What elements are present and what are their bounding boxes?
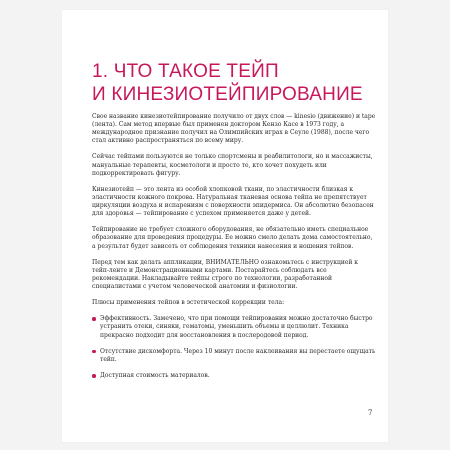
paragraph-benefits-intro: Плюсы применения тейпов в эстетической коррекции тела: (92, 299, 285, 307)
list-item-text: Отсутствие дискомфорта. Через 10 минут после наклеивания вы перестаете ощущать тейп. (100, 347, 376, 363)
list-item-text: Эффективность. Замечено, что при помощи тейпирования можно достаточно быстро устранить отеки, синяки, гематомы, уменьшить объемы и целлюлит. Техника прекрасно подходит для восстановления в послеродовой период. (100, 315, 373, 339)
body-text (92, 113, 376, 388)
bullet-dot-icon (92, 317, 96, 321)
book-page (62, 10, 388, 442)
paragraph-origin: Свое название кинезиотейпирование получило от двух слов — kinesio (движение) и tape (лента). Сам метод впервые был применен доктором Кензо Касе в 1973 году, а международное признание получил на Олимпийских играх в Сеуле (1988), после чего стал активно распространяться по всему миру. (92, 113, 376, 145)
paragraph-users: Сейчас тейпами пользуются не только спортсмены и реабилитологи, но и массажисты, мануальные терапевты, косметологи и просто те, кто хочет похудеть или подкорректировать фигуру. (92, 153, 373, 177)
list-item (92, 372, 376, 380)
chapter-title-line-2: И КИНЕЗИОТЕЙПИРОВАНИЕ (92, 84, 363, 105)
bullet-dot-icon (92, 374, 96, 378)
paragraph-definition: Кинезиотейп — это лента из особой хлопковой ткани, по эластичности близкая к эластичности кожного покрова. Натуральная тканевая основа тейпа не препятствует циркуляции воздуха и испарениям с поверхности эпидермиса. Он абсолютно безопасен для здоровья — тейпирование с успехом применяется даже у детей. (92, 185, 374, 218)
list-item-text: Доступная стоимость материалов. (100, 372, 210, 379)
list-item (92, 348, 376, 364)
paragraph-instructions: Перед тем как делать аппликации, ВНИМАТЕЛЬНО ознакомьтесь с инструкцией к тейп-ленте и Демонстрационными картами. Постарайтесь соблюдать все рекомендации. Накладывайте тейпы строго по технологии, разработанной специалистами с учетом человеческой анатомии и физиологии. (92, 258, 359, 290)
chapter-title-line-1: 1. ЧТО ТАКОЕ ТЕЙП (92, 61, 279, 82)
list-item (92, 315, 376, 339)
chapter-title (92, 60, 372, 106)
paragraph-equipment: Тейпирование не требует сложного оборудования, не обязательно иметь специальное образование для проведения процедуры. Ее можно смело делать дома самостоятельно, а результат будет зависеть от соблюдения техники нанесения и ношения тейпов. (92, 226, 373, 250)
bullet-dot-icon (92, 350, 96, 354)
page-number: 7 (368, 409, 373, 417)
benefits-list (92, 315, 376, 380)
